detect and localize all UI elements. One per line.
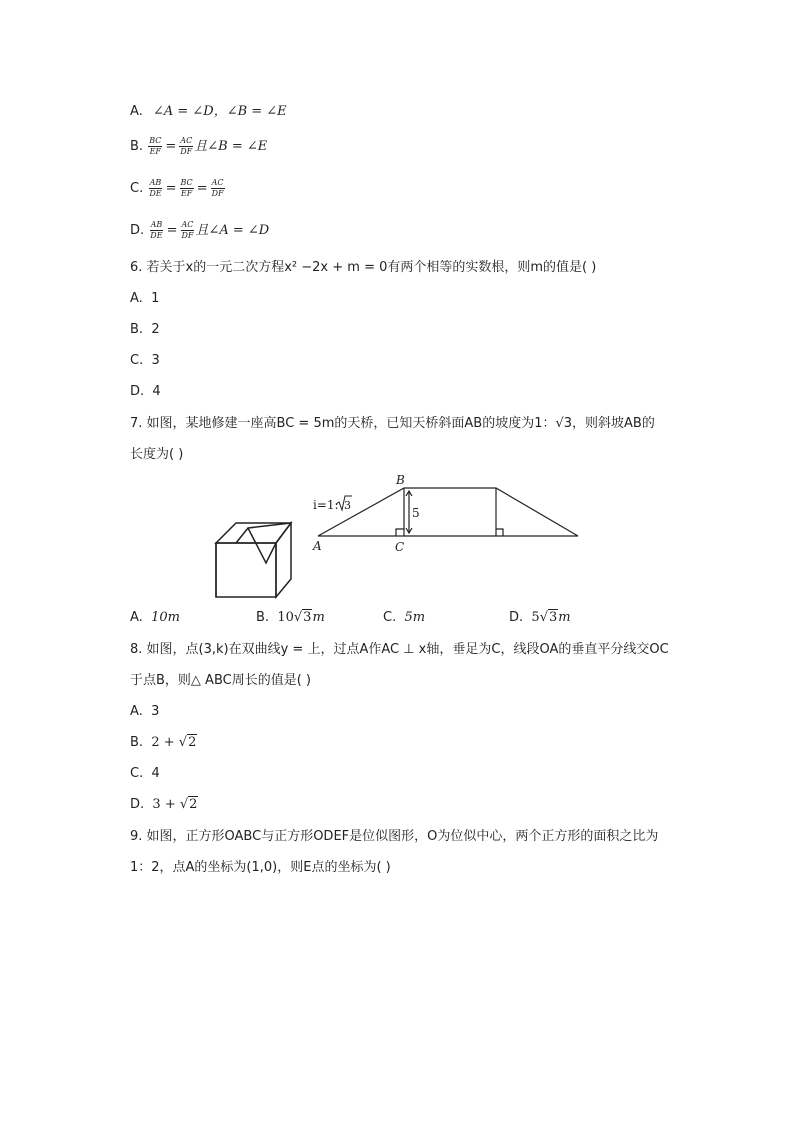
label-a: A (313, 539, 322, 553)
fraction: $\frac{BC}{EF}$ (149, 136, 162, 156)
height-label: 5 (412, 506, 420, 520)
q6-option-d: D. 4 (130, 384, 161, 399)
q8-stem-line2: 于点B，则△ ABC周长的值是( ) (130, 673, 311, 688)
q5-option-d: D. $\frac{AB}{DE}$ = $\frac{AC}{DF}$ 且∠A = ∠D (130, 220, 270, 240)
label-b: B (396, 473, 405, 487)
option-text: ∠A = ∠D，∠B = ∠E (152, 104, 287, 119)
cube-figure (216, 523, 291, 597)
q7-stem-line1: 7. 如图，某地修建一座高BC = 5m的天桥，已知天桥斜面AB的坡度为1：√3，则斜坡AB的 (130, 416, 655, 431)
q9-stem-line1: 9. 如图，正方形OABC与正方形ODEF是位似图形，O为位似中心，两个正方形的面积之比为 (130, 829, 659, 844)
fraction: $\frac{AC}{DF}$ (211, 178, 224, 198)
q8-option-d: D. 3 + √2 (130, 795, 198, 815)
q8-option-b: B. 2 + √2 (130, 733, 197, 753)
q5-option-a (130, 102, 287, 122)
slope-root: 3 (344, 499, 351, 512)
option-letter: C. (130, 181, 144, 196)
q5-option-c: C. $\frac{AB}{DE}$ = $\frac{BC}{EF}$ = $\frac{AC}{DF}$ (130, 178, 224, 198)
option-text: 且∠A = ∠D (195, 223, 270, 238)
q8-option-a: A. 3 (130, 704, 160, 719)
q7-option-d: D. 5√3m (509, 608, 571, 628)
fraction: $\frac{AB}{DE}$ (149, 178, 162, 198)
q7-option-b: B. 10√3m (256, 608, 325, 628)
q7-option-a: A. 10m (130, 610, 180, 625)
q9-stem-line2: 1：2，点A的坐标为(1,0)，则E点的坐标为( ) (130, 860, 391, 875)
bridge-figure (318, 488, 578, 536)
q8-option-c: C. 4 (130, 766, 160, 781)
q7-option-c: C. 5m (383, 610, 426, 625)
sqrt-sign: √3 (293, 610, 312, 625)
sqrt-sign: √2 (179, 797, 198, 812)
q7-stem-line2: 长度为( ) (130, 447, 184, 462)
sqrt-sign: √2 (178, 735, 197, 750)
q7-figure (0, 468, 794, 608)
option-text: 且∠B = ∠E (194, 139, 268, 154)
sqrt-sign: √3 (539, 610, 558, 625)
option-letter: D. (130, 223, 145, 238)
fraction: $\frac{AC}{DF}$ (180, 136, 193, 156)
q6-option-c: C. 3 (130, 353, 160, 368)
fraction: $\frac{BC}{EF}$ (180, 178, 193, 198)
fraction: $\frac{AC}{DF}$ (181, 220, 194, 240)
slope-label: i=1: (313, 498, 339, 512)
option-letter: A. (130, 104, 143, 119)
q8-stem-line1: 8. 如图，点(3,k)在双曲线y = 上，过点A作AC ⊥ x轴，垂足为C，线段OA的垂直平分线交OC (130, 642, 669, 657)
q6-stem: 6. 若关于x的一元二次方程x² −2x + m = 0有两个相等的实数根，则m的值是( ) (130, 260, 597, 275)
q6-option-b: B. 2 (130, 322, 160, 337)
label-c: C (395, 540, 405, 554)
fraction: $\frac{AB}{DE}$ (150, 220, 163, 240)
option-letter: B. (130, 139, 144, 154)
q5-option-b: B. $\frac{BC}{EF}$ = $\frac{AC}{DF}$ 且∠B = ∠E (130, 136, 268, 156)
q6-option-a: A. 1 (130, 291, 160, 306)
